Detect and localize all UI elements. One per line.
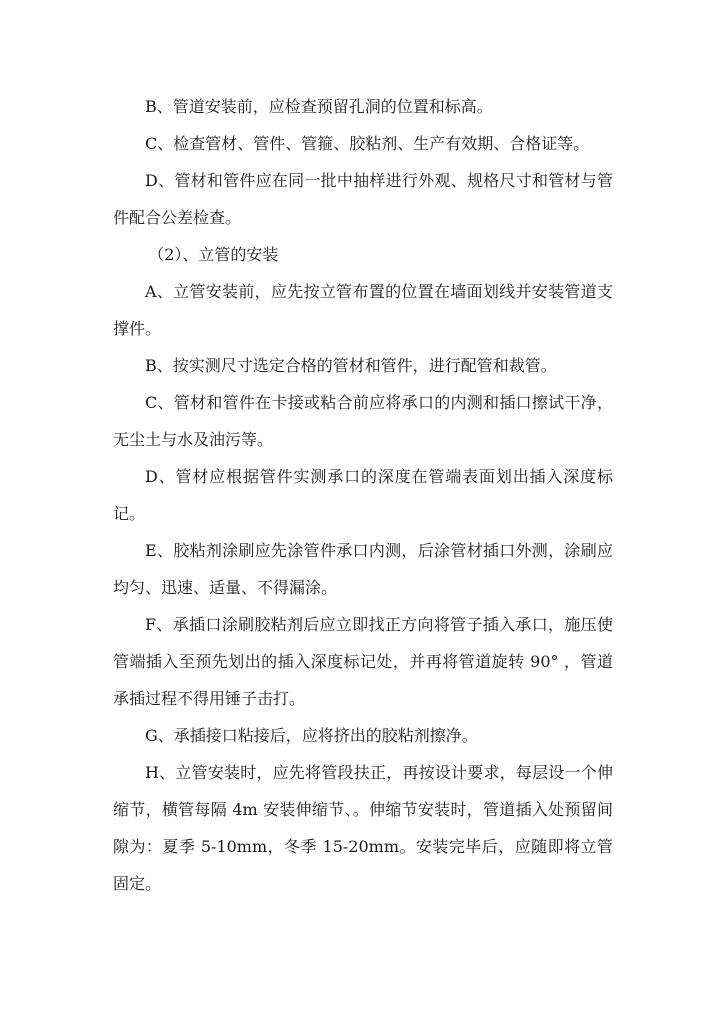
paragraph-f-insert-pipe: F、承插口涂刷胶粘剂后应立即找正方向将管子插入承口，施压使管端插入至预先划出的插入深度标记处，并再将管道旋转 90° ，管道承插过程不得用锤子击打。 (113, 615, 613, 708)
paragraph-g-wipe-adhesive: G、承插接口粘接后，应将挤出的胶粘剂擦净。 (145, 726, 478, 745)
paragraph-d-sampling-inspection: D、管材和管件应在同一批中抽样进行外观、规格尺寸和管材与管件配合公差检查。 (113, 171, 613, 227)
paragraph-c-clean-sockets: C、管材和管件在卡接或粘合前应将承口的内测和插口擦试干净，无尘土与水及油污等。 (113, 393, 613, 449)
paragraph-c-check-materials: C、检查管材、管件、管箍、胶粘剂、生产有效期、合格证等。 (145, 134, 590, 153)
paragraph-b-cut-pipes: B、按实测尺寸选定合格的管材和管件，进行配管和裁管。 (145, 356, 557, 375)
paragraph-d-depth-marking: D、管材应根据管件实测承口的深度在管端表面划出插入深度标记。 (113, 467, 613, 523)
paragraph-e-adhesive-application: E、胶粘剂涂刷应先涂管件承口内测，后涂管材插口外测，涂刷应均匀、迅速、适量、不得漏涂。 (113, 541, 613, 597)
paragraph-b-pre-install-check: B、管道安装前，应检查预留孔洞的位置和标高。 (145, 97, 493, 116)
paragraph-h-expansion-joints: H、立管安装时，应先将管段扶正，再按设计要求，每层设一个伸缩节，横管每隔 4m 安装伸缩节、。伸缩节安装时，管道插入处预留间隙为：夏季 5-10mm，冬季 15-20mm。安装完毕后，应随即将立管固定。 (113, 763, 613, 893)
section-heading-riser-installation: （2）、立管的安装 (148, 245, 279, 264)
document-body (113, 88, 613, 902)
paragraph-a-riser-layout: A、立管安装前，应先按立管布置的位置在墙面划线并安装管道支撑件。 (113, 282, 613, 338)
